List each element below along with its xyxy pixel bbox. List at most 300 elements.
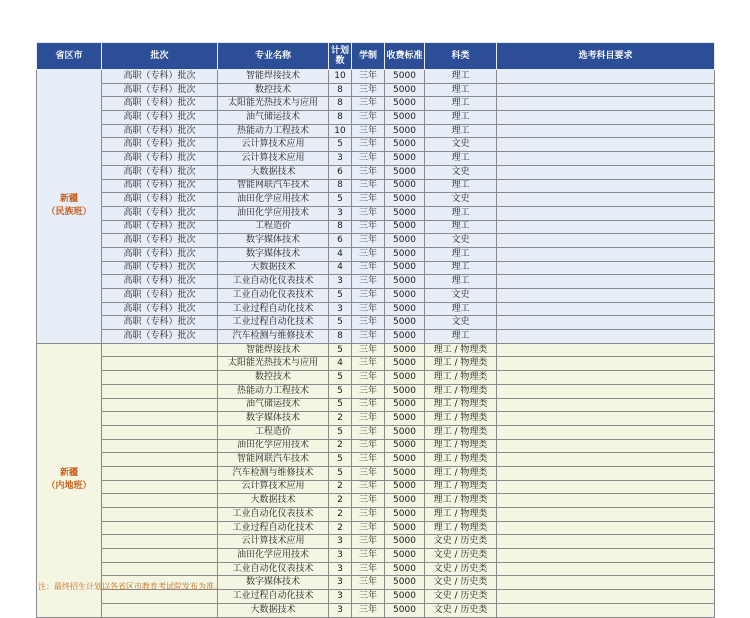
- table-row: [37, 521, 715, 535]
- duration-cell: 三年: [352, 453, 385, 467]
- elective-requirement-cell: [497, 302, 715, 316]
- subject-type-cell: 理工 / 物理类: [425, 453, 497, 467]
- elective-requirement-cell: [497, 289, 715, 303]
- elective-requirement-cell: [497, 83, 715, 97]
- elective-requirement-cell: [497, 494, 715, 508]
- duration-cell: 三年: [352, 412, 385, 426]
- major-cell: 太阳能光热技术与应用: [218, 97, 329, 111]
- subject-type-cell: 文史: [425, 165, 497, 179]
- table-row: [37, 590, 715, 604]
- plan-count-cell: 10: [329, 70, 352, 84]
- batch-cell: 高职（专科）批次: [102, 70, 218, 84]
- elective-requirement-cell: [497, 138, 715, 152]
- elective-requirement-cell: [497, 70, 715, 84]
- duration-cell: 三年: [352, 494, 385, 508]
- plan-count-cell: 5: [329, 138, 352, 152]
- fee-cell: 5000: [385, 179, 425, 193]
- plan-count-cell: 5: [329, 398, 352, 412]
- enrollment-plan-table-container: [36, 42, 714, 618]
- subject-type-cell: 理工 / 物理类: [425, 384, 497, 398]
- fee-cell: 5000: [385, 384, 425, 398]
- duration-cell: 三年: [352, 234, 385, 248]
- region-name: 新疆: [59, 468, 78, 479]
- duration-cell: 三年: [352, 316, 385, 330]
- subject-type-cell: 理工: [425, 83, 497, 97]
- fee-cell: 5000: [385, 480, 425, 494]
- table-row: [37, 289, 715, 303]
- elective-requirement-cell: [497, 562, 715, 576]
- enrollment-plan-table: [36, 42, 715, 618]
- batch-cell: 高职（专科）批次: [102, 179, 218, 193]
- elective-requirement-cell: [497, 603, 715, 617]
- region-cell: [37, 70, 102, 344]
- fee-cell: 5000: [385, 111, 425, 125]
- duration-cell: 三年: [352, 508, 385, 522]
- fee-cell: 5000: [385, 289, 425, 303]
- batch-cell: [102, 398, 218, 412]
- fee-cell: 5000: [385, 562, 425, 576]
- fee-cell: 5000: [385, 124, 425, 138]
- elective-requirement-cell: [497, 535, 715, 549]
- batch-cell: 高职（专科）批次: [102, 330, 218, 344]
- fee-cell: 5000: [385, 603, 425, 617]
- table-row: [37, 508, 715, 522]
- batch-cell: 高职（专科）批次: [102, 206, 218, 220]
- region-class-type: （民族班）: [46, 207, 92, 218]
- duration-cell: 三年: [352, 576, 385, 590]
- fee-cell: 5000: [385, 453, 425, 467]
- table-row: [37, 165, 715, 179]
- duration-cell: 三年: [352, 398, 385, 412]
- major-cell: 工业自动化仪表技术: [218, 562, 329, 576]
- plan-count-cell: 3: [329, 535, 352, 549]
- elective-requirement-cell: [497, 480, 715, 494]
- major-cell: 智能网联汽车技术: [218, 453, 329, 467]
- major-cell: 热能动力工程技术: [218, 124, 329, 138]
- header-region: 省区市: [37, 43, 102, 70]
- table-row: [37, 357, 715, 371]
- table-row: [37, 412, 715, 426]
- duration-cell: 三年: [352, 384, 385, 398]
- subject-type-cell: 理工: [425, 247, 497, 261]
- subject-type-cell: 文史 / 历史类: [425, 603, 497, 617]
- batch-cell: 高职（专科）批次: [102, 247, 218, 261]
- subject-type-cell: 文史 / 历史类: [425, 576, 497, 590]
- elective-requirement-cell: [497, 330, 715, 344]
- batch-cell: 高职（专科）批次: [102, 302, 218, 316]
- duration-cell: 三年: [352, 425, 385, 439]
- batch-cell: [102, 371, 218, 385]
- plan-count-cell: 4: [329, 247, 352, 261]
- subject-type-cell: 理工 / 物理类: [425, 466, 497, 480]
- table-row: [37, 111, 715, 125]
- batch-cell: [102, 425, 218, 439]
- fee-cell: 5000: [385, 521, 425, 535]
- table-row: [37, 220, 715, 234]
- plan-count-cell: 5: [329, 466, 352, 480]
- duration-cell: 三年: [352, 261, 385, 275]
- elective-requirement-cell: [497, 398, 715, 412]
- fee-cell: 5000: [385, 439, 425, 453]
- duration-cell: 三年: [352, 124, 385, 138]
- duration-cell: 三年: [352, 179, 385, 193]
- major-cell: 云计算技术应用: [218, 138, 329, 152]
- duration-cell: 三年: [352, 480, 385, 494]
- elective-requirement-cell: [497, 111, 715, 125]
- region-name: 新疆: [59, 194, 78, 205]
- table-row: [37, 124, 715, 138]
- region-cell: [37, 343, 102, 617]
- header-plan-count: 计划数: [329, 43, 352, 70]
- subject-type-cell: 理工: [425, 97, 497, 111]
- batch-cell: [102, 562, 218, 576]
- subject-type-cell: 文史 / 历史类: [425, 562, 497, 576]
- duration-cell: 三年: [352, 97, 385, 111]
- row-group: [37, 70, 715, 344]
- subject-type-cell: 文史: [425, 193, 497, 207]
- plan-count-cell: 3: [329, 603, 352, 617]
- major-cell: 工业自动化仪表技术: [218, 508, 329, 522]
- major-cell: 大数据技术: [218, 494, 329, 508]
- major-cell: 云计算技术应用: [218, 535, 329, 549]
- subject-type-cell: 理工: [425, 206, 497, 220]
- fee-cell: 5000: [385, 590, 425, 604]
- plan-count-cell: 3: [329, 549, 352, 563]
- plan-count-cell: 5: [329, 425, 352, 439]
- duration-cell: 三年: [352, 371, 385, 385]
- major-cell: 数控技术: [218, 371, 329, 385]
- subject-type-cell: 理工 / 物理类: [425, 508, 497, 522]
- duration-cell: 三年: [352, 302, 385, 316]
- header-duration: 学制: [352, 43, 385, 70]
- table-row: [37, 206, 715, 220]
- subject-type-cell: 文史: [425, 316, 497, 330]
- table-row: [37, 138, 715, 152]
- batch-cell: [102, 357, 218, 371]
- plan-count-cell: 2: [329, 508, 352, 522]
- fee-cell: 5000: [385, 494, 425, 508]
- duration-cell: 三年: [352, 603, 385, 617]
- table-row: [37, 302, 715, 316]
- batch-cell: [102, 453, 218, 467]
- duration-cell: 三年: [352, 165, 385, 179]
- batch-cell: [102, 384, 218, 398]
- subject-type-cell: 理工: [425, 70, 497, 84]
- table-header-row: [37, 43, 715, 70]
- fee-cell: 5000: [385, 247, 425, 261]
- major-cell: 大数据技术: [218, 603, 329, 617]
- elective-requirement-cell: [497, 357, 715, 371]
- major-cell: 热能动力工程技术: [218, 384, 329, 398]
- major-cell: 工业自动化仪表技术: [218, 275, 329, 289]
- elective-requirement-cell: [497, 152, 715, 166]
- subject-type-cell: 理工: [425, 124, 497, 138]
- major-cell: 数字媒体技术: [218, 234, 329, 248]
- table-row: [37, 83, 715, 97]
- duration-cell: 三年: [352, 521, 385, 535]
- elective-requirement-cell: [497, 275, 715, 289]
- plan-count-cell: 3: [329, 302, 352, 316]
- elective-requirement-cell: [497, 590, 715, 604]
- elective-requirement-cell: [497, 576, 715, 590]
- subject-type-cell: 理工: [425, 220, 497, 234]
- plan-count-cell: 10: [329, 124, 352, 138]
- major-cell: 油田化学应用技术: [218, 439, 329, 453]
- fee-cell: 5000: [385, 576, 425, 590]
- plan-count-cell: 2: [329, 494, 352, 508]
- plan-count-cell: 5: [329, 453, 352, 467]
- plan-count-cell: 2: [329, 439, 352, 453]
- major-cell: 智能焊接技术: [218, 70, 329, 84]
- duration-cell: 三年: [352, 247, 385, 261]
- batch-cell: 高职（专科）批次: [102, 261, 218, 275]
- major-cell: 油气储运技术: [218, 398, 329, 412]
- major-cell: 工业过程自动化技术: [218, 521, 329, 535]
- major-cell: 工业过程自动化技术: [218, 316, 329, 330]
- fee-cell: 5000: [385, 234, 425, 248]
- table-row: [37, 316, 715, 330]
- fee-cell: 5000: [385, 206, 425, 220]
- fee-cell: 5000: [385, 343, 425, 357]
- major-cell: 油田化学应用技术: [218, 549, 329, 563]
- plan-count-cell: 2: [329, 412, 352, 426]
- fee-cell: 5000: [385, 535, 425, 549]
- plan-count-cell: 5: [329, 289, 352, 303]
- subject-type-cell: 理工 / 物理类: [425, 425, 497, 439]
- plan-count-cell: 4: [329, 261, 352, 275]
- batch-cell: 高职（专科）批次: [102, 234, 218, 248]
- plan-count-cell: 8: [329, 111, 352, 125]
- duration-cell: 三年: [352, 590, 385, 604]
- plan-count-cell: 2: [329, 521, 352, 535]
- duration-cell: 三年: [352, 220, 385, 234]
- major-cell: 数字媒体技术: [218, 576, 329, 590]
- elective-requirement-cell: [497, 165, 715, 179]
- batch-cell: 高职（专科）批次: [102, 152, 218, 166]
- batch-cell: [102, 590, 218, 604]
- major-cell: 汽车检测与维修技术: [218, 466, 329, 480]
- major-cell: 工业自动化仪表技术: [218, 289, 329, 303]
- fee-cell: 5000: [385, 398, 425, 412]
- subject-type-cell: 理工: [425, 152, 497, 166]
- batch-cell: 高职（专科）批次: [102, 111, 218, 125]
- batch-cell: 高职（专科）批次: [102, 316, 218, 330]
- subject-type-cell: 文史: [425, 234, 497, 248]
- elective-requirement-cell: [497, 521, 715, 535]
- plan-count-cell: 5: [329, 371, 352, 385]
- fee-cell: 5000: [385, 425, 425, 439]
- header-batch: 批次: [102, 43, 218, 70]
- batch-cell: [102, 535, 218, 549]
- batch-cell: 高职（专科）批次: [102, 275, 218, 289]
- table-row: [37, 343, 715, 357]
- fee-cell: 5000: [385, 138, 425, 152]
- plan-count-cell: 3: [329, 206, 352, 220]
- elective-requirement-cell: [497, 261, 715, 275]
- major-cell: 云计算技术应用: [218, 480, 329, 494]
- plan-count-cell: 5: [329, 384, 352, 398]
- batch-cell: [102, 466, 218, 480]
- subject-type-cell: 理工 / 物理类: [425, 357, 497, 371]
- duration-cell: 三年: [352, 138, 385, 152]
- batch-cell: 高职（专科）批次: [102, 138, 218, 152]
- elective-requirement-cell: [497, 179, 715, 193]
- duration-cell: 三年: [352, 466, 385, 480]
- batch-cell: [102, 603, 218, 617]
- table-row: [37, 193, 715, 207]
- region-class-type: （内地班）: [46, 481, 92, 492]
- fee-cell: 5000: [385, 371, 425, 385]
- table-row: [37, 179, 715, 193]
- table-row: [37, 247, 715, 261]
- major-cell: 工程造价: [218, 220, 329, 234]
- elective-requirement-cell: [497, 371, 715, 385]
- table-row: [37, 562, 715, 576]
- subject-type-cell: 理工 / 物理类: [425, 412, 497, 426]
- plan-count-cell: 3: [329, 590, 352, 604]
- batch-cell: 高职（专科）批次: [102, 220, 218, 234]
- subject-type-cell: 文史: [425, 289, 497, 303]
- batch-cell: 高职（专科）批次: [102, 193, 218, 207]
- table-row: [37, 275, 715, 289]
- table-row: [37, 234, 715, 248]
- header-elective-requirement: 选考科目要求: [497, 43, 715, 70]
- subject-type-cell: 理工 / 物理类: [425, 371, 497, 385]
- duration-cell: 三年: [352, 535, 385, 549]
- major-cell: 油田化学应用技术: [218, 193, 329, 207]
- major-cell: 数控技术: [218, 83, 329, 97]
- table-row: [37, 453, 715, 467]
- table-row: [37, 152, 715, 166]
- fee-cell: 5000: [385, 302, 425, 316]
- elective-requirement-cell: [497, 384, 715, 398]
- elective-requirement-cell: [497, 247, 715, 261]
- subject-type-cell: 理工: [425, 261, 497, 275]
- duration-cell: 三年: [352, 193, 385, 207]
- major-cell: 大数据技术: [218, 165, 329, 179]
- batch-cell: [102, 508, 218, 522]
- table-row: [37, 371, 715, 385]
- batch-cell: [102, 494, 218, 508]
- plan-count-cell: 3: [329, 576, 352, 590]
- plan-count-cell: 8: [329, 97, 352, 111]
- fee-cell: 5000: [385, 316, 425, 330]
- duration-cell: 三年: [352, 70, 385, 84]
- subject-type-cell: 文史 / 历史类: [425, 535, 497, 549]
- duration-cell: 三年: [352, 289, 385, 303]
- batch-cell: [102, 412, 218, 426]
- fee-cell: 5000: [385, 70, 425, 84]
- plan-count-cell: 5: [329, 193, 352, 207]
- footnote: 注：最终招生计划以各省区市教育考试院发布为准。: [38, 582, 222, 591]
- subject-type-cell: 理工 / 物理类: [425, 343, 497, 357]
- major-cell: 智能网联汽车技术: [218, 179, 329, 193]
- batch-cell: 高职（专科）批次: [102, 124, 218, 138]
- fee-cell: 5000: [385, 97, 425, 111]
- duration-cell: 三年: [352, 275, 385, 289]
- table-row: [37, 494, 715, 508]
- plan-count-cell: 5: [329, 343, 352, 357]
- table-row: [37, 261, 715, 275]
- elective-requirement-cell: [497, 412, 715, 426]
- fee-cell: 5000: [385, 466, 425, 480]
- fee-cell: 5000: [385, 357, 425, 371]
- subject-type-cell: 理工: [425, 302, 497, 316]
- major-cell: 工业过程自动化技术: [218, 590, 329, 604]
- elective-requirement-cell: [497, 234, 715, 248]
- elective-requirement-cell: [497, 193, 715, 207]
- table-row: [37, 535, 715, 549]
- fee-cell: 5000: [385, 220, 425, 234]
- plan-count-cell: 2: [329, 480, 352, 494]
- fee-cell: 5000: [385, 152, 425, 166]
- header-subject-type: 科类: [425, 43, 497, 70]
- table-row: [37, 603, 715, 617]
- subject-type-cell: 文史: [425, 138, 497, 152]
- table-row: [37, 439, 715, 453]
- plan-count-cell: 3: [329, 275, 352, 289]
- major-cell: 智能焊接技术: [218, 343, 329, 357]
- plan-count-cell: 6: [329, 234, 352, 248]
- duration-cell: 三年: [352, 111, 385, 125]
- duration-cell: 三年: [352, 549, 385, 563]
- plan-count-cell: 3: [329, 152, 352, 166]
- table-row: [37, 425, 715, 439]
- subject-type-cell: 理工: [425, 330, 497, 344]
- elective-requirement-cell: [497, 549, 715, 563]
- table-row: [37, 384, 715, 398]
- batch-cell: 高职（专科）批次: [102, 165, 218, 179]
- table-row: [37, 480, 715, 494]
- major-cell: 油田化学应用技术: [218, 206, 329, 220]
- subject-type-cell: 理工 / 物理类: [425, 398, 497, 412]
- plan-count-cell: 4: [329, 357, 352, 371]
- major-cell: 工程造价: [218, 425, 329, 439]
- plan-count-cell: 8: [329, 83, 352, 97]
- fee-cell: 5000: [385, 261, 425, 275]
- fee-cell: 5000: [385, 330, 425, 344]
- major-cell: 油气储运技术: [218, 111, 329, 125]
- fee-cell: 5000: [385, 193, 425, 207]
- plan-count-cell: 3: [329, 562, 352, 576]
- table-row: [37, 549, 715, 563]
- batch-cell: [102, 343, 218, 357]
- batch-cell: [102, 480, 218, 494]
- elective-requirement-cell: [497, 453, 715, 467]
- subject-type-cell: 理工 / 物理类: [425, 521, 497, 535]
- duration-cell: 三年: [352, 83, 385, 97]
- subject-type-cell: 理工 / 物理类: [425, 480, 497, 494]
- elective-requirement-cell: [497, 206, 715, 220]
- elective-requirement-cell: [497, 316, 715, 330]
- table-row: [37, 330, 715, 344]
- fee-cell: 5000: [385, 508, 425, 522]
- header-fee: 收费标准: [385, 43, 425, 70]
- subject-type-cell: 理工: [425, 111, 497, 125]
- fee-cell: 5000: [385, 275, 425, 289]
- major-cell: 云计算技术应用: [218, 152, 329, 166]
- subject-type-cell: 理工: [425, 179, 497, 193]
- major-cell: 数字媒体技术: [218, 247, 329, 261]
- duration-cell: 三年: [352, 343, 385, 357]
- subject-type-cell: 理工 / 物理类: [425, 494, 497, 508]
- elective-requirement-cell: [497, 439, 715, 453]
- major-cell: 太阳能光热技术与应用: [218, 357, 329, 371]
- subject-type-cell: 文史 / 历史类: [425, 549, 497, 563]
- plan-count-cell: 5: [329, 316, 352, 330]
- fee-cell: 5000: [385, 549, 425, 563]
- elective-requirement-cell: [497, 343, 715, 357]
